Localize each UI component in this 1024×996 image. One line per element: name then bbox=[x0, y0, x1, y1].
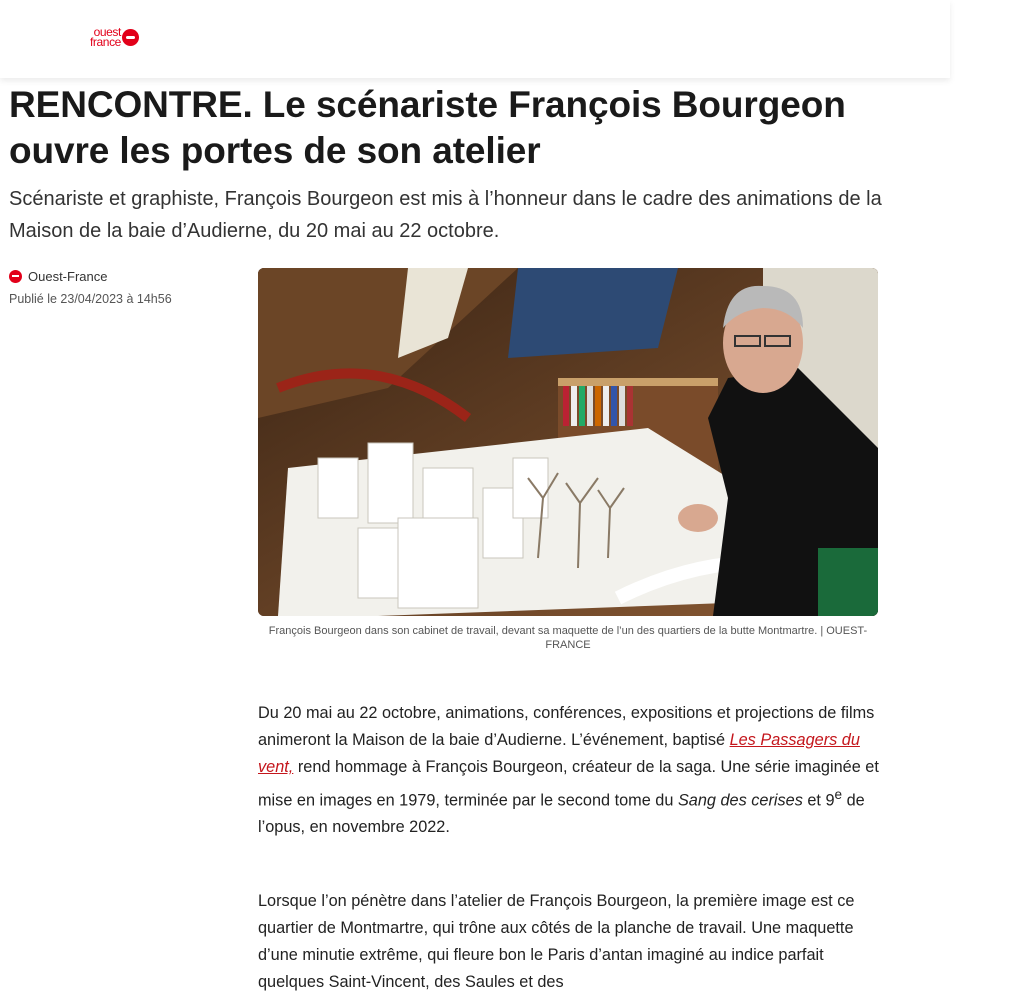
article-paragraph-1 bbox=[258, 700, 880, 841]
article-paragraph-2: Lorsque l’on pénètre dans l’atelier de François Bourgeon, la première image est ce quartier de Montmartre, qui trône aux côtés de la planche de travail. Une maquette d’une minutie extrême, qui fleure bon le Paris d’antan imaginé au indice parfait quelques Saint-Vincent, des Saules et des bbox=[258, 892, 855, 991]
atelier-photo-image bbox=[258, 268, 878, 616]
source-name: Ouest-France bbox=[28, 269, 108, 284]
article-lede: Scénariste et graphiste, François Bourgeon est mis à l’honneur dans le cadre des animations de la Maison de la baie d’Audierne, du 20 mai au 22 octobre. bbox=[9, 188, 882, 242]
article-photo[interactable] bbox=[258, 268, 878, 616]
photo-caption: François Bourgeon dans son cabinet de travail, devant sa maquette de l’un des quartiers de la butte Montmartre. | OUEST-FRANCE bbox=[268, 625, 868, 651]
ouest-france-logo[interactable] bbox=[90, 27, 139, 47]
p1-text-b: rend hommage à François Bourgeon, créateur de la saga. Une série imaginée et mise en images en 1979, terminée par le second tome du bbox=[258, 758, 879, 810]
logo-mark-icon bbox=[122, 29, 139, 46]
p1-text-c: et 9 bbox=[802, 791, 835, 810]
logo-word-bottom: france bbox=[90, 35, 121, 49]
site-header bbox=[0, 0, 950, 78]
les-passagers-du-vent-link[interactable]: Les Passagers du vent, bbox=[258, 731, 860, 776]
logo-wordmark bbox=[90, 27, 121, 47]
logo-word-top: ouest bbox=[93, 25, 121, 39]
scrollbar-track[interactable] bbox=[1011, 0, 1024, 983]
article-title: RENCONTRE. Le scénariste François Bourgeon ouvre les portes de son atelier bbox=[9, 84, 846, 171]
p1-text-d: de l’opus, en novembre 2022. bbox=[258, 791, 865, 837]
article-source[interactable] bbox=[9, 269, 107, 284]
ouest-france-icon bbox=[9, 270, 22, 283]
p1-text-a: Du 20 mai au 22 octobre, animations, conférences, expositions et projections de films animeront la Maison de la baie d’Audierne. L’événement, baptisé bbox=[258, 704, 875, 749]
p1-emphasis: Sang des cerises bbox=[677, 791, 803, 810]
p1-superscript: e bbox=[834, 787, 843, 802]
publish-date: Publié le 23/04/2023 à 14h56 bbox=[9, 292, 172, 306]
